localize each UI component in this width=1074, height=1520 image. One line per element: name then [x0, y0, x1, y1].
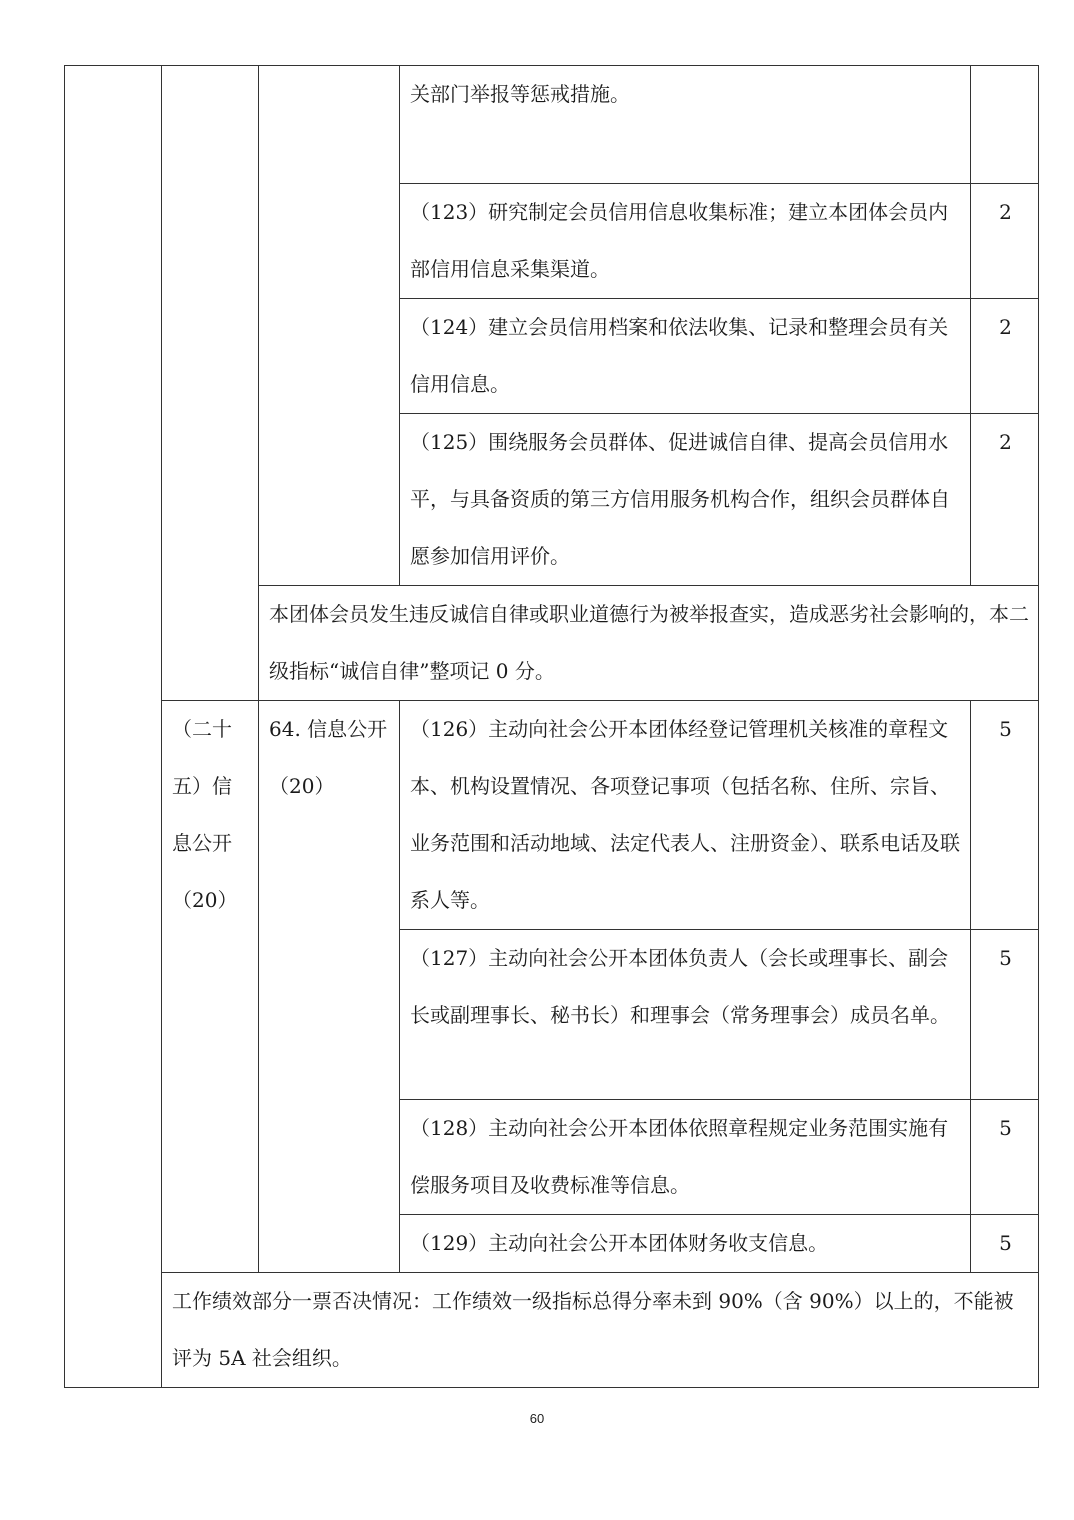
level2-cell-info-disclosure: （二十五）信息公开（20） — [162, 701, 259, 1273]
page-number: 60 — [529, 1411, 545, 1426]
item-score: 2 — [971, 184, 1039, 299]
evaluation-table — [64, 65, 1039, 1388]
item-score: 2 — [971, 414, 1039, 586]
item-score: 5 — [971, 1215, 1039, 1273]
item-score: 5 — [971, 1100, 1039, 1215]
item-text: （124）建立会员信用档案和依法收集、记录和整理会员有关信用信息。 — [400, 299, 971, 414]
item-score: 2 — [971, 299, 1039, 414]
table-row — [65, 701, 1039, 930]
item-text: （123）研究制定会员信用信息收集标准；建立本团体会员内部信用信息采集渠道。 — [400, 184, 971, 299]
item-score: 5 — [971, 930, 1039, 1100]
item-text: （125）围绕服务会员群体、促进诚信自律、提高会员信用水平，与具备资质的第三方信用服务机构合作，组织会员群体自愿参加信用评价。 — [400, 414, 971, 586]
table-row — [65, 66, 1039, 184]
integrity-veto-note: 本团体会员发生违反诚信自律或职业道德行为被举报查实，造成恶劣社会影响的，本二级指标“诚信自律”整项记 0 分。 — [259, 586, 1039, 701]
item-text: （127）主动向社会公开本团体负责人（会长或理事长、副会长或副理事长、秘书长）和理事会（常务理事会）成员名单。 — [400, 930, 971, 1100]
item-score — [971, 66, 1039, 184]
item-text: 关部门举报等惩戒措施。 — [400, 66, 971, 184]
level3-cell-info-disclosure: 64. 信息公开（20） — [259, 701, 400, 1273]
level1-cell — [65, 66, 162, 1388]
table-row — [65, 1273, 1039, 1388]
performance-veto-note: 工作绩效部分一票否决情况：工作绩效一级指标总得分率未到 90%（含 90%）以上的，不能被评为 5A 社会组织。 — [162, 1273, 1039, 1388]
item-text: （126）主动向社会公开本团体经登记管理机关核准的章程文本、机构设置情况、各项登记事项（包括名称、住所、宗旨、业务范围和活动地域、法定代表人、注册资金）、联系电话及联系人等。 — [400, 701, 971, 930]
item-text: （128）主动向社会公开本团体依照章程规定业务范围实施有偿服务项目及收费标准等信息。 — [400, 1100, 971, 1215]
item-text: （129）主动向社会公开本团体财务收支信息。 — [400, 1215, 971, 1273]
item-score: 5 — [971, 701, 1039, 930]
level2-cell-integrity — [162, 66, 259, 701]
level3-cell-integrity — [259, 66, 400, 586]
